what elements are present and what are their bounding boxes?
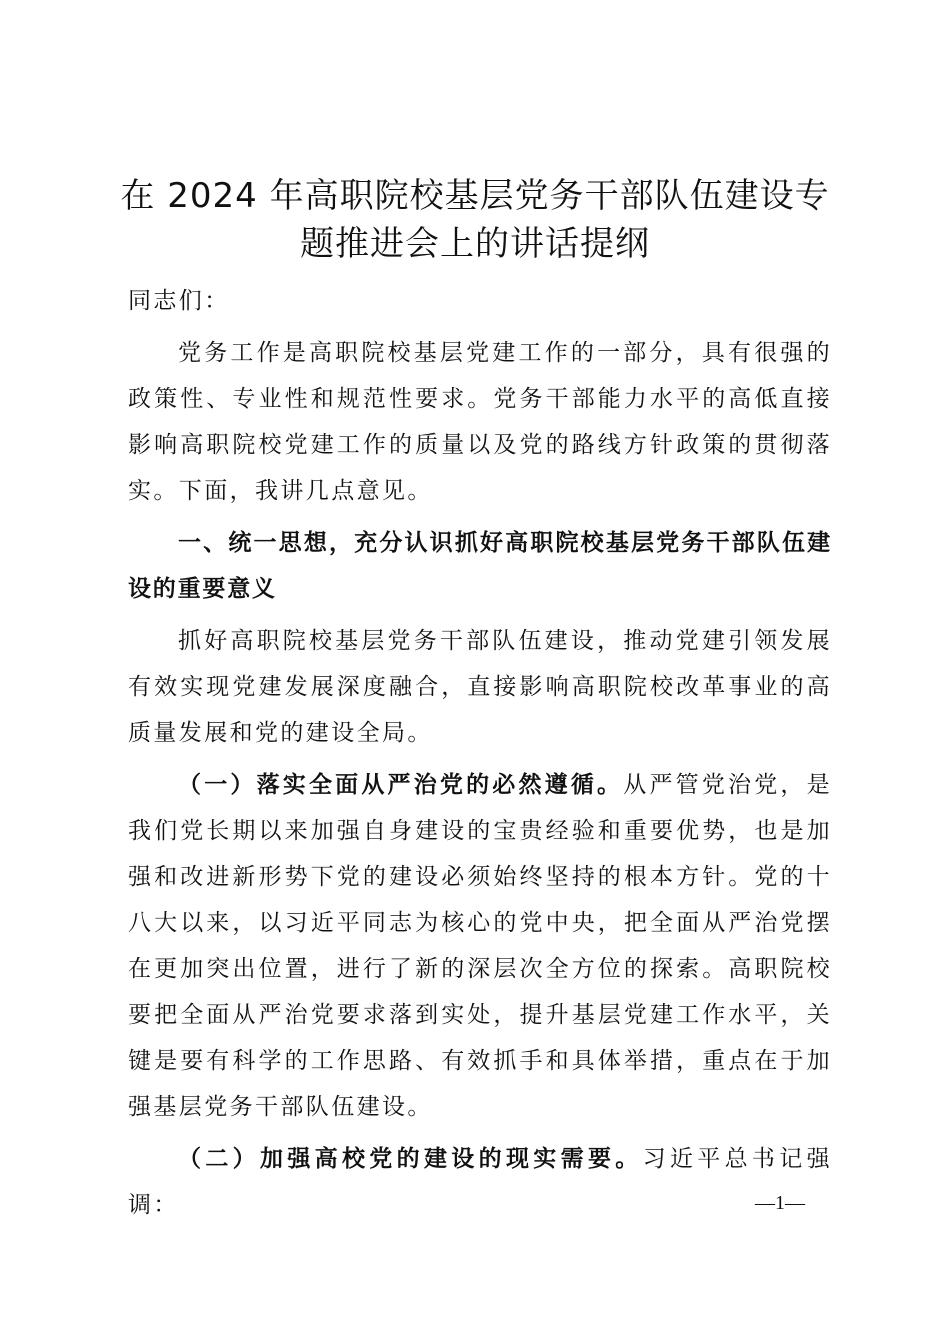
subsection-2-text: 习近平总书记强调： — [128, 1146, 832, 1218]
subsection-2-heading: （二）加强高校党的建设的现实需要。 — [178, 1145, 643, 1172]
subsection-1-paragraph — [128, 762, 832, 1130]
page-number: —1— — [755, 1192, 805, 1214]
document-body — [128, 278, 832, 1228]
section-1-heading: 一、统一思想，充分认识抓好高职院校基层党务干部队伍建设的重要意义 — [128, 530, 832, 602]
section-1-paragraph: 抓好高职院校基层党务干部队伍建设，推动党建引领发展有效实现党建发展深度融合，直接影响高职院校改革事业的高质量发展和党的建设全局。 — [128, 628, 832, 746]
subsection-1-text: 从严管党治党，是我们党长期以来加强自身建设的宝贵经验和重要优势，也是加强和改进新形势下党的建设必须始终坚持的根本方针。党的十八大以来，以习近平同志为核心的党中央，把全面从严治党摆在更加突出位置，进行了新的深层次全方位的探索。高职院校要把全面从严治党要求落到实处，提升基层党建工作水平，关键是要有科学的工作思路、有效抓手和具体举措，重点在于加强基层党务干部队伍建设。 — [128, 772, 832, 1120]
intro-paragraph: 党务工作是高职院校基层党建工作的一部分，具有很强的政策性、专业性和规范性要求。党务干部能力水平的高低直接影响高职院校党建工作的质量以及党的路线方针政策的贯彻落实。下面，我讲几点意见。 — [128, 340, 832, 504]
greeting: 同志们： — [128, 288, 230, 314]
title-line-2: 题推进会上的讲话提纲 — [300, 224, 650, 264]
document-title — [120, 172, 830, 268]
subsection-2-paragraph — [128, 1136, 832, 1228]
subsection-1-heading: （一）落实全面从严治党的必然遵循。 — [178, 771, 624, 798]
title-line-1: 在 2024 年高职院校基层党务干部队伍建设专 — [120, 176, 830, 216]
